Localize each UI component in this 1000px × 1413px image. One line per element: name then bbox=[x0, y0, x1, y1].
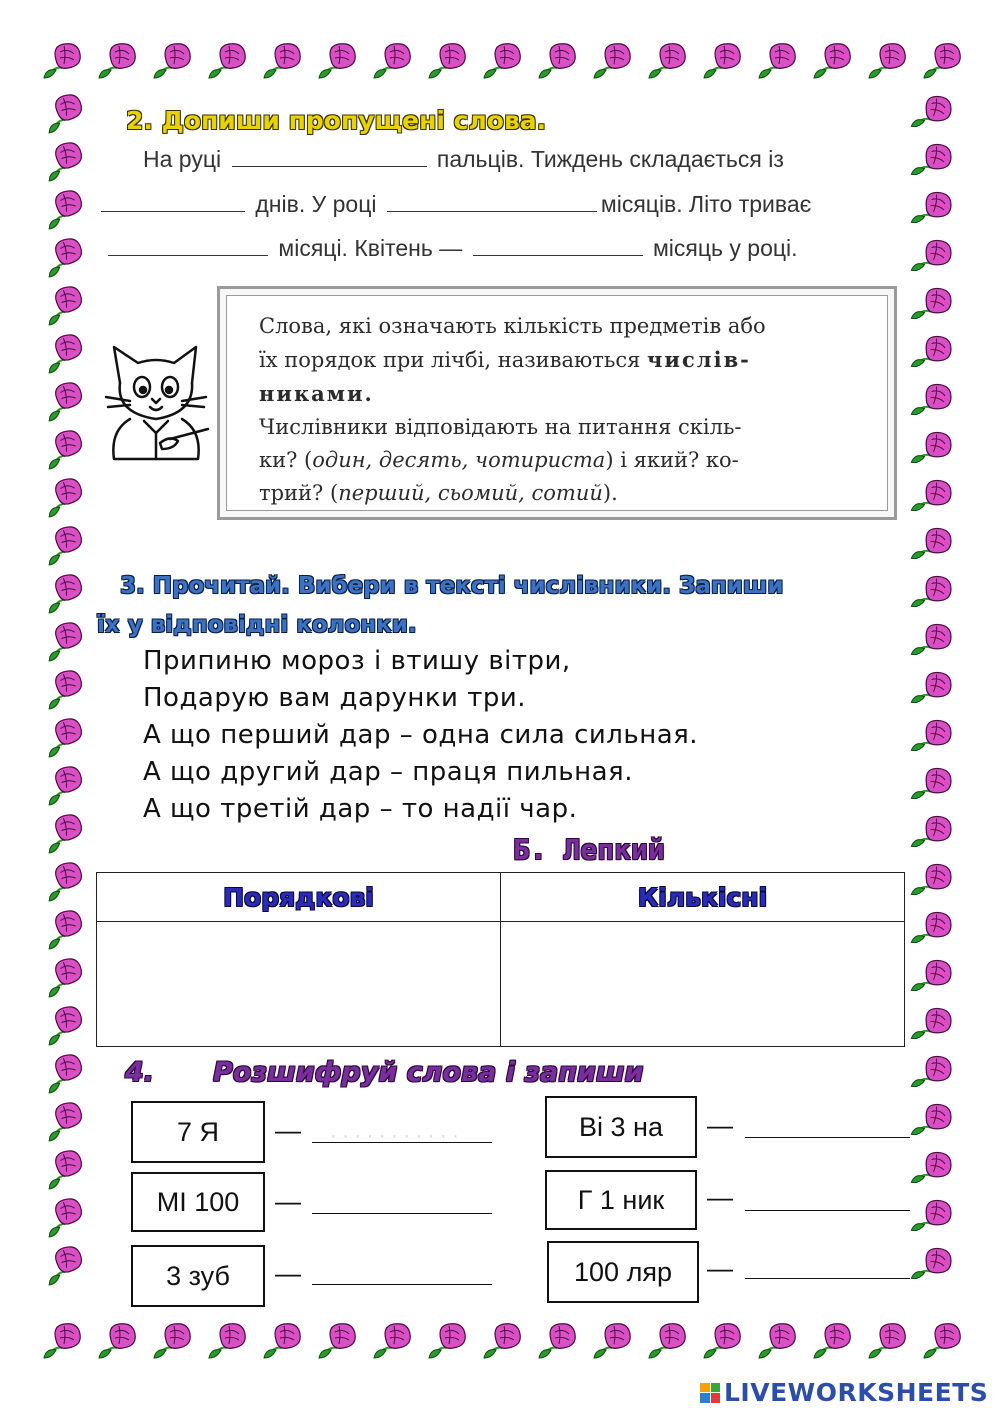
poem-line: А що перший дар – одна сила сильная. bbox=[143, 720, 699, 750]
flower-icon bbox=[42, 570, 88, 616]
flower-icon bbox=[910, 714, 956, 760]
flower-icon bbox=[910, 906, 956, 952]
poem-line: А що другий дар – праця пильная. bbox=[143, 757, 633, 787]
flower-icon bbox=[910, 810, 956, 856]
task2-text: На руці bbox=[143, 146, 222, 172]
flower-icon bbox=[755, 38, 801, 84]
flower-icon bbox=[42, 714, 88, 760]
flower-icon bbox=[370, 38, 416, 84]
flower-icon bbox=[425, 1318, 471, 1364]
flower-icon bbox=[700, 38, 746, 84]
logo-icon bbox=[700, 1383, 720, 1403]
flower-icon bbox=[590, 1318, 636, 1364]
flower-icon bbox=[42, 90, 88, 136]
task3-title-line2: їх у відповідні колонки. bbox=[97, 612, 417, 638]
flower-icon bbox=[910, 618, 956, 664]
flower-icon bbox=[910, 1002, 956, 1048]
flower-icon bbox=[42, 282, 88, 328]
flower-icon bbox=[910, 282, 956, 328]
flower-icon bbox=[42, 1050, 88, 1096]
flower-icon bbox=[150, 1318, 196, 1364]
flower-icon bbox=[910, 1146, 956, 1192]
flower-icon bbox=[42, 186, 88, 232]
answer-blank-months[interactable] bbox=[387, 191, 597, 212]
answer-blank-fingers[interactable] bbox=[232, 146, 427, 167]
poem-author: Б. Лепкий bbox=[513, 833, 665, 866]
rule-text-part: їх порядок при лічбі, називаються bbox=[259, 348, 641, 372]
task2-text: місяців. Літо триває bbox=[600, 191, 812, 217]
dash: — bbox=[275, 1258, 301, 1288]
flower-icon bbox=[700, 1318, 746, 1364]
flower-icon bbox=[910, 666, 956, 712]
flower-icon bbox=[42, 1002, 88, 1048]
flower-icon bbox=[865, 38, 911, 84]
flower-icon bbox=[315, 38, 361, 84]
task2-title: 2. Допиши пропущені слова. bbox=[126, 106, 547, 135]
answer-blank-summer[interactable] bbox=[108, 235, 268, 256]
answer-line-right-2[interactable] bbox=[745, 1210, 910, 1211]
flower-icon bbox=[42, 954, 88, 1000]
poem bbox=[143, 643, 698, 828]
flower-icon bbox=[910, 1194, 956, 1240]
flower-icon bbox=[865, 1318, 911, 1364]
flower-icon bbox=[42, 522, 88, 568]
flower-icon bbox=[42, 426, 88, 472]
flower-icon bbox=[535, 1318, 581, 1364]
poem-line: Подарую вам дарунки три. bbox=[143, 683, 527, 713]
cipher-box-right-2: Г 1 ник bbox=[545, 1170, 697, 1230]
rule-text-part: трий? ( bbox=[259, 481, 339, 505]
flower-icon bbox=[910, 762, 956, 808]
poem-line: Припиню мороз і втишу вітри, bbox=[143, 646, 571, 676]
answer-line-left-3[interactable] bbox=[312, 1284, 492, 1285]
flower-icon bbox=[42, 234, 88, 280]
task3-title-line1: 3. Прочитай. Вибери в тексті числівники. Запиши bbox=[120, 573, 784, 599]
flower-icon bbox=[42, 810, 88, 856]
flower-icon bbox=[95, 38, 141, 84]
rule-line: Слова, які означають кількість предметів або bbox=[259, 314, 766, 338]
task2-text: місяць у році. bbox=[652, 235, 798, 261]
dash: — bbox=[275, 1186, 301, 1216]
cipher-box-right-1: Ві 3 на bbox=[545, 1096, 697, 1158]
flower-icon bbox=[42, 378, 88, 424]
cipher-box-right-3: 100 ляр bbox=[547, 1241, 699, 1303]
flower-icon bbox=[40, 1318, 86, 1364]
rule-text-part: ). bbox=[602, 481, 618, 505]
flower-icon bbox=[535, 38, 581, 84]
task4-title: Розшифруй слова і запиши bbox=[213, 1057, 644, 1088]
flower-icon bbox=[645, 1318, 691, 1364]
flower-icon bbox=[755, 1318, 801, 1364]
numerals-table bbox=[96, 872, 905, 1047]
flower-icon bbox=[150, 38, 196, 84]
flower-icon bbox=[42, 138, 88, 184]
flower-icon bbox=[910, 1050, 956, 1096]
answer-blank-april[interactable] bbox=[473, 235, 643, 256]
rule-line bbox=[259, 343, 865, 377]
flower-icon bbox=[480, 38, 526, 84]
answer-line-right-1[interactable] bbox=[745, 1137, 910, 1138]
cipher-box-left-3: 3 зуб bbox=[131, 1245, 265, 1307]
logo-text: LIVEWORKSHEETS bbox=[724, 1378, 989, 1407]
flower-icon bbox=[260, 1318, 306, 1364]
rule-example: перший, сьомий, сотий bbox=[338, 481, 603, 505]
task2-line3 bbox=[104, 235, 798, 262]
flower-icon bbox=[315, 1318, 361, 1364]
rule-text-part: ки? ( bbox=[259, 448, 313, 472]
answer-line-left-1[interactable] bbox=[312, 1142, 492, 1143]
flower-icon bbox=[910, 1242, 956, 1288]
flower-icon bbox=[910, 426, 956, 472]
flower-icon bbox=[425, 38, 471, 84]
rule-example: один, десять, чотириста bbox=[312, 448, 606, 472]
answer-cell-ordinal[interactable] bbox=[97, 922, 501, 1047]
liveworksheets-logo bbox=[700, 1378, 988, 1407]
rule-text-part: ) і який? ко- bbox=[605, 448, 739, 472]
flower-icon bbox=[42, 1098, 88, 1144]
task2-line1 bbox=[143, 146, 784, 173]
flower-icon bbox=[920, 1318, 966, 1364]
dash: — bbox=[707, 1253, 733, 1283]
flower-icon bbox=[42, 762, 88, 808]
flower-icon bbox=[910, 1098, 956, 1144]
task4-number: 4. bbox=[125, 1057, 155, 1088]
rule-term: никами. bbox=[259, 381, 374, 406]
cipher-box-left-2: МІ 100 bbox=[131, 1172, 265, 1232]
poem-line: А що третій дар – то надії чар. bbox=[143, 794, 578, 824]
flower-icon bbox=[95, 1318, 141, 1364]
task2-text: місяці. Квітень — bbox=[278, 235, 463, 261]
answer-cell-cardinal[interactable] bbox=[501, 922, 905, 1047]
flower-icon bbox=[920, 38, 966, 84]
flower-icon bbox=[910, 378, 956, 424]
flower-icon bbox=[42, 330, 88, 376]
flower-icon bbox=[370, 1318, 416, 1364]
task2-line2 bbox=[97, 191, 811, 218]
flower-icon bbox=[910, 90, 956, 136]
rule-line: Числівники відповідають на питання скіль- bbox=[259, 415, 742, 439]
dash: — bbox=[275, 1115, 301, 1145]
flower-icon bbox=[42, 474, 88, 520]
flower-icon bbox=[42, 666, 88, 712]
flower-icon bbox=[910, 522, 956, 568]
flower-icon bbox=[42, 1194, 88, 1240]
flower-icon bbox=[480, 1318, 526, 1364]
rule-line bbox=[259, 477, 865, 510]
flower-icon bbox=[42, 906, 88, 952]
flower-icon bbox=[645, 38, 691, 84]
answer-line-left-2[interactable] bbox=[312, 1213, 492, 1214]
flower-icon bbox=[42, 618, 88, 664]
flower-icon bbox=[205, 1318, 251, 1364]
flower-icon bbox=[42, 1146, 88, 1192]
flower-icon bbox=[910, 330, 956, 376]
answer-blank-days[interactable] bbox=[101, 191, 245, 212]
flower-icon bbox=[910, 570, 956, 616]
flower-icon bbox=[910, 186, 956, 232]
flower-icon bbox=[42, 1242, 88, 1288]
flower-icon bbox=[910, 858, 956, 904]
dash: — bbox=[707, 1182, 733, 1212]
column-header-ordinal: Порядкові bbox=[97, 873, 501, 922]
background-ghost-text: · · · · · · · · · · · bbox=[330, 1125, 459, 1147]
flower-icon bbox=[810, 1318, 856, 1364]
answer-line-right-3[interactable] bbox=[745, 1278, 910, 1279]
flower-icon bbox=[260, 38, 306, 84]
dash: — bbox=[707, 1110, 733, 1140]
rule-box bbox=[217, 286, 897, 520]
flower-icon bbox=[910, 954, 956, 1000]
rule-line bbox=[259, 377, 865, 411]
flower-icon bbox=[910, 234, 956, 280]
task2-text: днів. У році bbox=[255, 191, 377, 217]
column-header-cardinal: Кількісні bbox=[501, 873, 905, 922]
cat-illustration bbox=[100, 335, 212, 463]
rule-term: числів- bbox=[647, 347, 751, 372]
flower-icon bbox=[205, 38, 251, 84]
task2-text: пальців. Тиждень складається із bbox=[436, 146, 784, 172]
flower-icon bbox=[910, 138, 956, 184]
flower-icon bbox=[590, 38, 636, 84]
rule-text bbox=[226, 295, 888, 511]
cipher-box-left-1: 7 Я bbox=[131, 1101, 265, 1163]
flower-icon bbox=[910, 474, 956, 520]
flower-icon bbox=[42, 858, 88, 904]
rule-line bbox=[259, 444, 865, 477]
flower-icon bbox=[810, 38, 856, 84]
flower-icon bbox=[40, 38, 86, 84]
